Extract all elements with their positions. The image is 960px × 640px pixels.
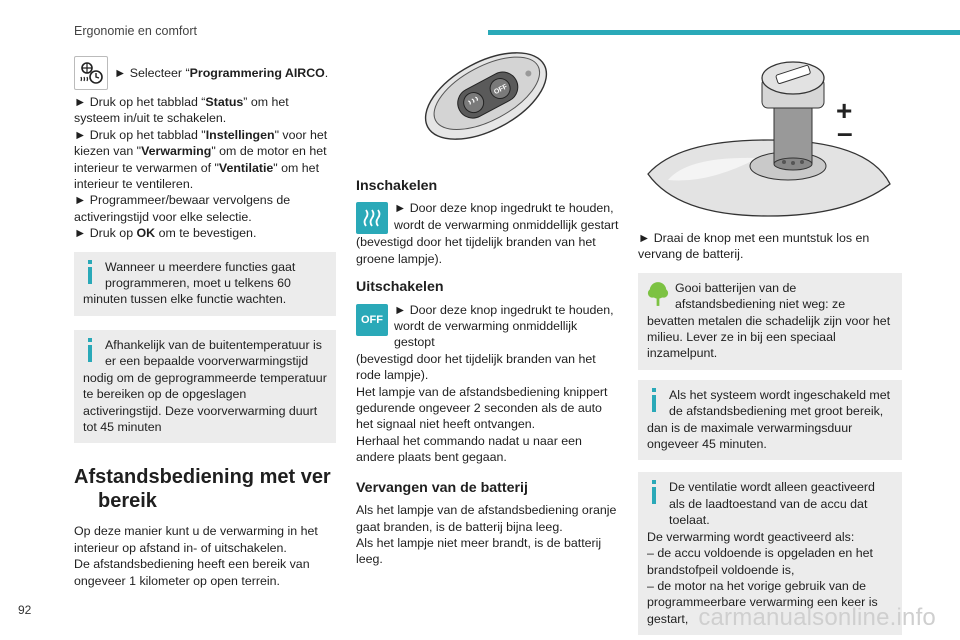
inschakelen-block [356,200,620,267]
select-bold: Programmering AIRCO [189,66,325,80]
heading-line1: Afstandsbediening met ver [74,466,331,489]
step2-bold2: Verwarming [141,144,212,159]
select-post: . [324,66,329,80]
section-heading [74,465,336,513]
info-box-2 [74,330,336,443]
blink-text: Het lampje van de afstandsbediening knippert gedurende ongeveer 2 seconden als de auto het signaal niet heeft ontvangen. [356,384,608,432]
step1-pre: ► Druk op het tabblad “ [74,95,206,109]
header-accent-bar [488,30,960,35]
column-right [638,44,902,635]
step4-post: om te bevestigen. [155,226,257,241]
battery-illustration [638,44,902,224]
info1-rest: minuten tussen elke functie wachten. [83,292,287,307]
watermark: carmanualsonline.info [698,604,936,631]
info-box-3 [638,380,902,461]
step1-bold: Status [205,95,244,109]
fan-timer-icon [74,56,108,90]
info-icon [647,480,661,504]
heading-line2: bereik [98,490,157,513]
info-icon [83,260,97,284]
info-box-1 [74,252,336,316]
step2-post: " om het interieur te ventileren. [74,160,320,192]
battery-title: Vervangen van de batterij [356,479,528,496]
step2-bold: Instellingen [205,127,275,142]
step2-mid2: " om de motor en het interieur te verwarmen of " [74,144,327,175]
leaf-icon [647,281,669,307]
info3-rest: dan is de maximale verwarmingsduur ongeveer 45 minuten. [647,420,853,452]
header-title: Ergonomie en comfort [74,24,197,38]
step4-pre: ► Druk op [74,226,137,241]
inschakelen-title: Inschakelen [356,178,438,194]
inschakelen-rest: (bevestigd door het tijdelijk branden van het groene lampje). [356,235,596,266]
minus-sign: – [837,117,853,148]
info4-first: De ventilatie wordt alleen geactiveerd als de laadtoestand van de accu dat toelaat. [669,480,875,528]
uitschakelen-title: Uitschakelen [356,279,444,296]
info4-line1: De verwarming wordt geactiveerd als: [647,529,855,544]
unscrew-text: ► Draai de knop met een muntstuk los en vervang de batterij. [638,231,870,262]
step4-bold: OK [136,226,156,241]
remote-illustration [356,44,620,164]
eco-first: Gooi batterijen van de afstandsbediening niet weg: ze [675,280,846,312]
info2-rest: nodig om de geprogrammeerde temperatuur te bereiken op de opgeslagen activeringstijd. Deze voorverwarming duurt tot 45 minuten [83,370,327,434]
step3: ► Programmeer/bewaar vervolgens de activeringstijd voor elke selectie. [74,193,291,224]
plus-sign: + [836,95,853,126]
eco-rest: bevatten metalen die schadelijk zijn voor het milieu. Lever ze in bij een speciaal inzamelpunt. [647,313,891,361]
remote-off-text: OFF [493,83,509,97]
uitschakelen-rest: (bevestigd door het tijdelijk branden van het rode lampje). [356,351,596,383]
info-icon [647,388,661,412]
para2: De afstandsbediening heeft een bereik van ongeveer 1 kilometer op open terrein. [74,557,310,588]
info1-first: Wanneer u meerdere functies gaat programmeren, moet u telkens 60 [105,259,296,291]
para1: Op deze manier kunt u de verwarming in het interieur op afstand in- of uitschakelen. [74,524,318,555]
inschakelen-first: ► Door deze knop ingedrukt te houden, wordt de verwarming onmiddellijk gestart [394,201,619,232]
column-middle [356,44,620,568]
step2-bold3: Ventilatie [218,160,274,175]
uitschakelen-block [356,302,620,466]
info3-first: Als het systeem wordt ingeschakeld met de afstandsbediening met groot bereik, [669,387,891,419]
step2-mid: " voor het kiezen van " [74,127,328,159]
uitschakelen-first: ► Door deze knop ingedrukt te houden, wordt de verwarming onmiddellijk gestopt [394,302,614,350]
eco-box [638,273,902,370]
info2-first: Afhankelijk van de buitentemperatuur is er een bepaalde voorverwarmingstijd [105,337,322,369]
step1-post: ” om het systeem in/uit te schakelen. [74,95,289,126]
info4-line2: – de accu voldoende is opgeladen en het brandstofpeil voldoende is, [647,546,873,577]
off-icon: OFF [356,304,388,336]
repeat-text: Herhaal het commando nadat u naar een andere plaats bent gegaan. [356,433,582,465]
page-number: 92 [18,603,32,617]
info4-line3: – de motor na het vorige gebruik van de programmeerbare verwarming een keer is gestart, [647,578,878,626]
heater-icon [356,202,388,234]
select-pre: ► Selecteer “ [114,66,190,80]
step1 [74,94,336,127]
column-left [74,56,336,589]
battery-p2: Als het lampje niet meer brandt, is de batterij leeg. [356,535,602,567]
step4 [74,225,336,241]
select-row [74,56,336,90]
step2-pre: ► Druk op het tabblad " [74,127,206,142]
info-icon [83,338,97,362]
battery-p1: Als het lampje van de afstandsbediening oranje gaat branden, is de batterij bijna leeg. [356,503,617,534]
step2 [74,127,336,193]
